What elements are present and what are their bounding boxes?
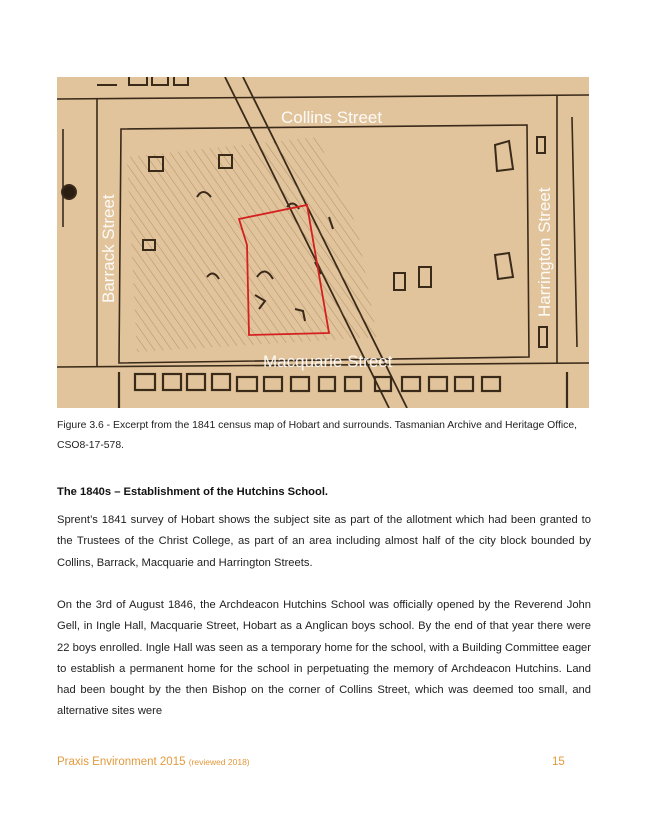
macquarie-street-label: Macquarie Street	[263, 352, 393, 371]
harrington-street-label: Harrington Street	[535, 187, 554, 317]
figure-caption: Figure 3.6 - Excerpt from the 1841 census map of Hobart and surrounds. Tasmanian Archive and Heritage Office, CSO8-17-578.	[57, 420, 577, 451]
barrack-street-label: Barrack Street	[99, 194, 118, 303]
footer-publisher	[57, 756, 250, 768]
footer-publisher-name: Praxis Environment 2015	[57, 756, 186, 768]
footer-review-note: (reviewed 2018)	[188, 757, 250, 767]
page-number: 15	[552, 756, 565, 768]
census-map-figure	[57, 77, 589, 408]
paragraph-school-opening: On the 3rd of August 1846, the Archdeacon Hutchins School was officially opened by the Reverend John Gell, in Ingle Hall, Macquarie Street, Hobart as a Anglican boys school. By the end of that year there were 22 boys enrolled. Ingle Hall was seen as a temporary home for the school, with a Building Committee eager to establish a permanent home for the school in perpetuating the memory of Archdeacon Hutchins. Land had been bought by the then Bishop on the corner of Collins Street, which was deemed too small, and alternative sites were	[57, 599, 591, 718]
collins-street-label: Collins Street	[281, 108, 383, 127]
paragraph-survey: Sprent’s 1841 survey of Hobart shows the subject site as part of the allotment which had been granted to the Trustees of the Christ College, as part of an area including almost half of the city block bounded by Collins, Barrack, Macquarie and Harrington Streets.	[57, 514, 591, 569]
section-heading: The 1840s – Establishment of the Hutchins School.	[57, 486, 329, 498]
